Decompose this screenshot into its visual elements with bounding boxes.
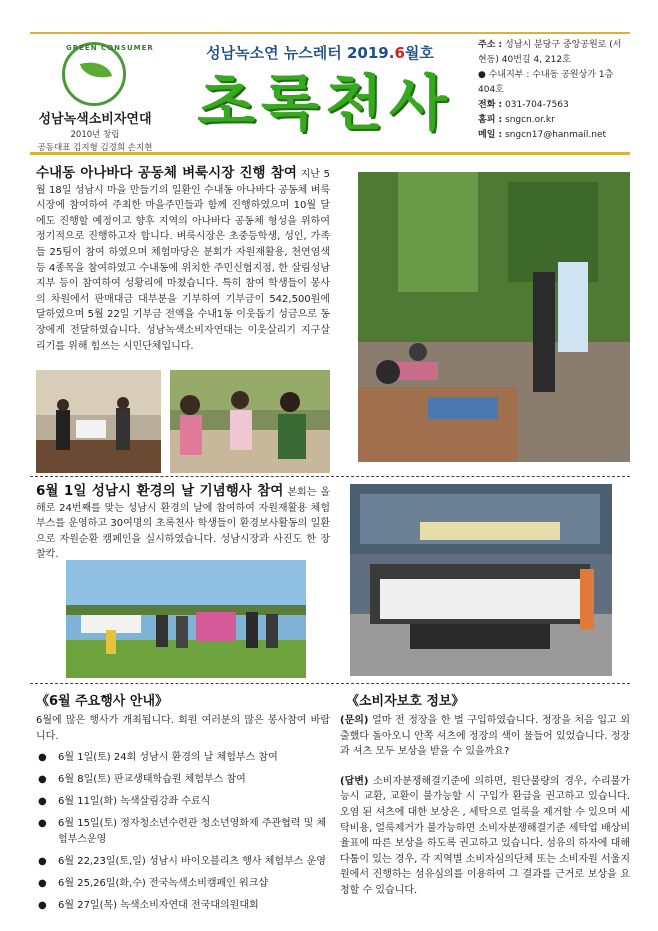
event-item: ● 6월 11일(화) 녹색살림강좌 수료식 [36, 794, 330, 810]
donation-photo-art [36, 370, 161, 473]
donation-photo [36, 370, 161, 473]
kids-activity-photo [170, 370, 330, 473]
subtitle-suffix: 월호 [404, 44, 434, 62]
article-environment-day [36, 484, 330, 563]
org-founded: 2010년 창립 [70, 130, 120, 140]
subtitle-prefix: 성남녹소연 뉴스레터 2019. [206, 44, 395, 62]
flea-market-photo-art [358, 172, 630, 462]
subtitle-month: 6 [394, 44, 405, 62]
contact-email: 메일 : sngcn17@hanmail.net [478, 130, 607, 140]
article-flea-market-text: 수내동 아나바다 공동체 벼룩시장 진행 참여 지난 5월 18일 성남시 마을 만들기의 일환인 수내동 아나바다 공동체 벼룩시장에 참여하여 주최한 마을주민들과 함께 진행하였으며 10월 달에도 진행할 예정이고 향후 지역의 아나바다 공동체 형성을 위하여 정기적으로 진행하고자 합니다. 벼룩시장은 초중등학생, 성인, 가족들 25팀이 참여 하였으며 체험마당은 분회가 자원재활용, 천연염색등 4종목을 참여하였고 수내동에 위치한 주민신협지점, 한 살림성남지부 등이 참여하여 성황리에 마쳤습니다. 특히 참여 학생들이 봉사의 차원에서 판매대금 대부분을 기부하여 기부금이 542,500원에 달하였으며 5월 22일 기부금 전액을 수내1동 이웃돕기 성금으로 동장에게 전달하였습니다. 성남녹색소비자연대는 이웃살리기 지구살리기를 위해 힘쓰는 시민단체입니다. [36, 165, 330, 352]
newsletter-title: 초록천사 [197, 69, 453, 139]
events-list [36, 750, 330, 914]
contact-web: 홈피 : sngcn.or.kr [478, 115, 555, 125]
events-title: 《6월 주요행사 안내》 [36, 694, 169, 709]
consumer-question: (문의) 얼마 전 정장을 한 벌 구입하였습니다. 정장을 처음 입고 외출했다 돌아오니 안쪽 셔츠에 정장의 색이 물들어 있었습니다. 정장과 셔츠 모두 보상을 받을 수 있을까요? [340, 715, 630, 758]
event-item: ● 6월 8일(토) 판교생태학습원 체험부스 참여 [36, 772, 330, 788]
green-angel-students-photo [350, 484, 612, 676]
logo-text: GREEN CONSUMER [66, 44, 154, 52]
event-item: ● 6월 15일(토) 정자청소년수련관 청소년영화제 주관협력 및 체험부스운영 [36, 816, 330, 848]
contact-address: 주소 : 성남시 분당구 중앙공원로 (서현동) 40번길 4, 212호 [478, 40, 622, 65]
events-intro: 6월에 많은 행사가 개최됩니다. 회원 여러분의 많은 봉사참여 바랍니다. [36, 715, 330, 742]
consumer-answer: (답변) 소비자분쟁해결기준에 의하면, 원단불량의 경우, 수리불가능시 교환, 교환이 불가능할 시 구입가 환급을 권고하고 있습니다. 오염 된 셔츠에 대한 보상은 , 세탁으로 얼룩을 제거할 수 있으며 세탁비용, 얼룩제거가 불가능하면 소비자분쟁해결기준 세탁업 배상비율표에 따른 보상을 하도록 권고하고 있습니다. 섬유의 하자에 대해 다툼이 있는 경우, 각 지역별 소비자심의단체 또는 소비자원 서울지원에서 진행하는 섬유심의를 이용하여 그 결과를 근거로 보상을 요청할 수 있습니다. [340, 775, 630, 896]
kids-activity-photo-art [170, 370, 330, 473]
group-photo-art [66, 560, 306, 678]
event-item: ● 6월 27일(목) 녹색소비자연대 전국대의원대회 [36, 898, 330, 914]
environment-day-group-photo [66, 560, 306, 678]
article-flea-market-title: 수내동 아나바다 공동체 벼룩시장 진행 참여 [36, 165, 297, 181]
consumer-title: 《소비자보호 정보》 [346, 694, 465, 709]
header-top-border [30, 32, 630, 34]
event-item: ● 6월 22,23일(토,일) 성남시 바이오블리츠 행사 체험부스 운영 [36, 854, 330, 870]
flea-market-photo [358, 172, 630, 462]
events-section [36, 690, 330, 920]
article-flea-market [36, 166, 330, 354]
contact-info [478, 38, 628, 143]
consumer-protection-section [340, 690, 630, 899]
event-item: ● 6월 25,26일(화,수) 전국녹색소비캠페인 워크샵 [36, 876, 330, 892]
org-name: 성남녹색소비자연대 [38, 112, 152, 127]
article-environment-day-title: 6월 1일 성남시 환경의 날 기념행사 참여 [36, 483, 284, 499]
newsletter-subtitle [165, 42, 475, 63]
org-representatives: 공동대표 김지형 김경희 손지현 [37, 143, 153, 153]
event-item: ● 6월 1일(토) 24회 성남시 환경의 날 체험부스 참여 [36, 750, 330, 766]
section-divider-1 [30, 476, 630, 477]
students-photo-art [350, 484, 612, 676]
contact-phone: 전화 : 031-704-7563 [478, 100, 569, 110]
org-logo-block [30, 40, 160, 153]
article-environment-day-text: 6월 1일 성남시 환경의 날 기념행사 참여 본회는 올해로 24번째를 맞는 성남시 환경의 날에 참여하여 자원재활용 체험부스를 운영하고 30여명의 초록천사 학생들이 환경보사활동의 일환으로 자원순환 캠페인을 실시하였습니다. 성남시장과 사진도 한 장 찰칵. [36, 483, 330, 561]
contact-office: ● 수내지부 : 수내동 공원상가 1층 404호 [478, 70, 614, 95]
section-divider-2 [30, 683, 630, 684]
